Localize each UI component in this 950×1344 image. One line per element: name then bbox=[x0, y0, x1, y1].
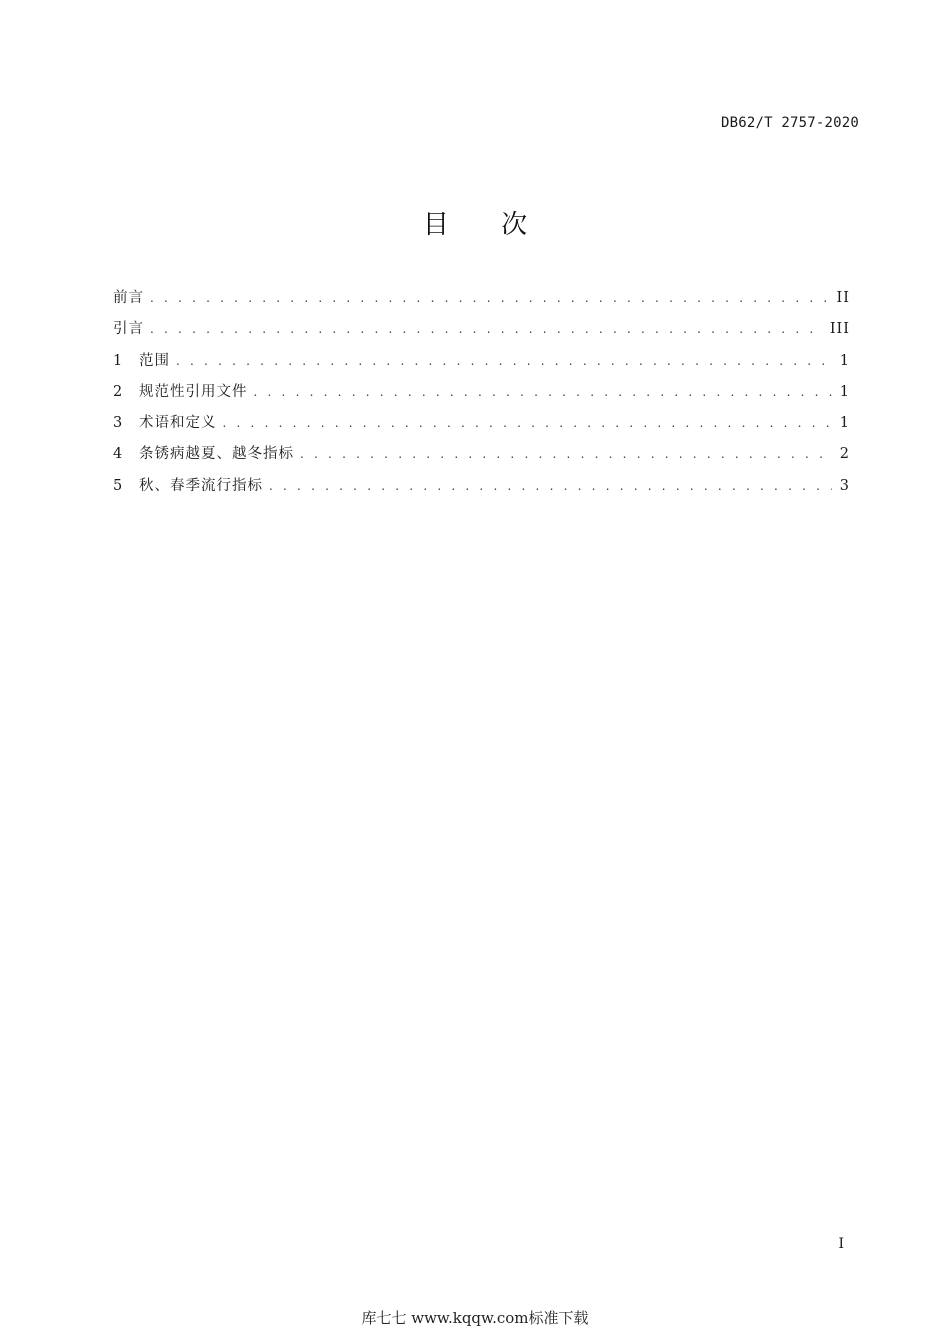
toc-entry-page: 2 bbox=[839, 446, 850, 463]
toc-entry-scope[interactable] bbox=[113, 349, 850, 380]
toc-entry-page: II bbox=[836, 290, 850, 306]
toc-entry-foreword[interactable] bbox=[113, 286, 850, 317]
toc-entry-number: 2 bbox=[113, 383, 123, 400]
toc-dot-leader bbox=[300, 447, 832, 461]
toc-entry-introduction[interactable] bbox=[113, 317, 850, 348]
toc-entry-normative-references[interactable] bbox=[113, 380, 850, 411]
toc-entry-label: 引言 bbox=[113, 321, 144, 338]
footer-watermark-text: 库七七 www.kqqw.com标准下载 bbox=[361, 1309, 589, 1327]
page-number: I bbox=[838, 1236, 844, 1252]
toc-entry-number: 3 bbox=[113, 415, 123, 432]
toc-entry-label: 范围 bbox=[139, 352, 170, 369]
table-of-contents bbox=[113, 286, 850, 505]
toc-entry-page: 3 bbox=[839, 477, 850, 494]
toc-entry-label: 规范性引用文件 bbox=[139, 383, 248, 400]
toc-entry-number: 5 bbox=[113, 477, 123, 494]
toc-dot-leader bbox=[150, 291, 829, 305]
document-code: DB62/T 2757-2020 bbox=[720, 115, 859, 131]
toc-entry-label: 条锈病越夏、越冬指标 bbox=[139, 446, 294, 463]
toc-entry-page: III bbox=[829, 321, 850, 338]
toc-dot-leader bbox=[254, 385, 832, 399]
toc-entry-label: 秋、春季流行指标 bbox=[139, 477, 263, 494]
toc-entry-label: 术语和定义 bbox=[139, 415, 217, 432]
toc-title: 目 次 bbox=[422, 210, 550, 240]
toc-dot-leader bbox=[223, 416, 832, 430]
toc-dot-leader bbox=[150, 322, 822, 336]
toc-entry-oversummer-overwinter[interactable] bbox=[113, 442, 850, 473]
toc-entry-terms-definitions[interactable] bbox=[113, 411, 850, 442]
toc-entry-autumn-spring-epidemic[interactable] bbox=[113, 474, 850, 505]
toc-entry-number: 1 bbox=[113, 352, 123, 369]
toc-entry-page: 1 bbox=[839, 383, 850, 400]
toc-dot-leader bbox=[176, 354, 832, 368]
toc-entry-page: 1 bbox=[839, 415, 850, 432]
toc-dot-leader bbox=[269, 479, 832, 493]
toc-entry-number: 4 bbox=[113, 446, 123, 463]
toc-entry-label: 前言 bbox=[113, 290, 144, 306]
toc-entry-page: 1 bbox=[839, 352, 850, 369]
